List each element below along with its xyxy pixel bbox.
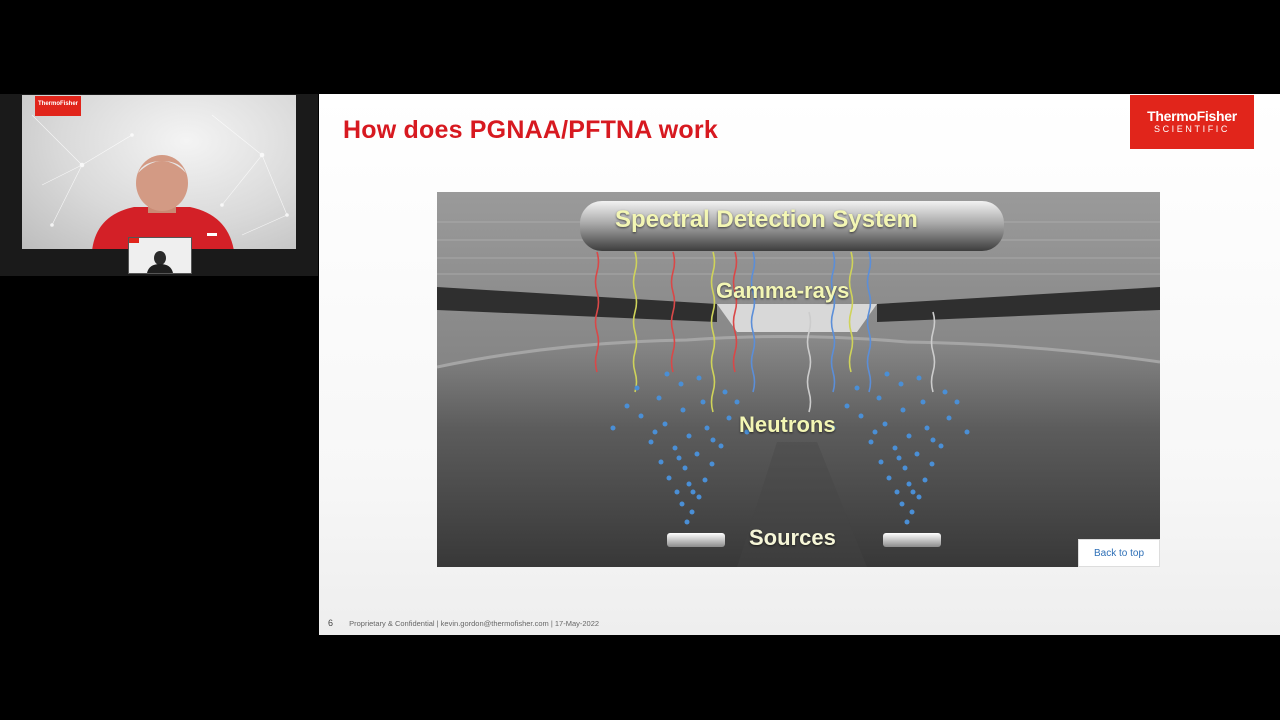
thermo-fisher-logo [1130, 95, 1254, 149]
self-view-avatar [129, 238, 191, 273]
gamma-rays-label: Gamma-rays [716, 278, 850, 303]
self-view-video[interactable] [128, 237, 192, 274]
slide-title: How does PGNAA/PFTNA work [343, 116, 718, 144]
speaker-video [22, 95, 296, 249]
pgnaa-illustration [437, 192, 1160, 567]
detector-label: Spectral Detection System [615, 206, 918, 233]
back-to-top-button[interactable]: Back to top [1078, 539, 1160, 567]
neutrons-label: Neutrons [739, 412, 836, 437]
slide-footer [328, 618, 599, 628]
footer-text: Proprietary & Confidential | kevin.gordon@thermofisher.com | 17-May-2022 [349, 619, 600, 628]
logo-line1: ThermoFisher [1147, 108, 1237, 124]
illustration-graphic [437, 192, 1160, 567]
page-number: 6 [328, 618, 334, 628]
sources-label: Sources [749, 525, 836, 550]
logo-line2: SCIENTIFIC [1153, 124, 1230, 134]
speaker-video-tile[interactable] [0, 94, 318, 276]
presentation-slide [319, 94, 1280, 635]
speaker-avatar [82, 155, 242, 249]
camera-logo: ThermoFisher [35, 96, 81, 116]
